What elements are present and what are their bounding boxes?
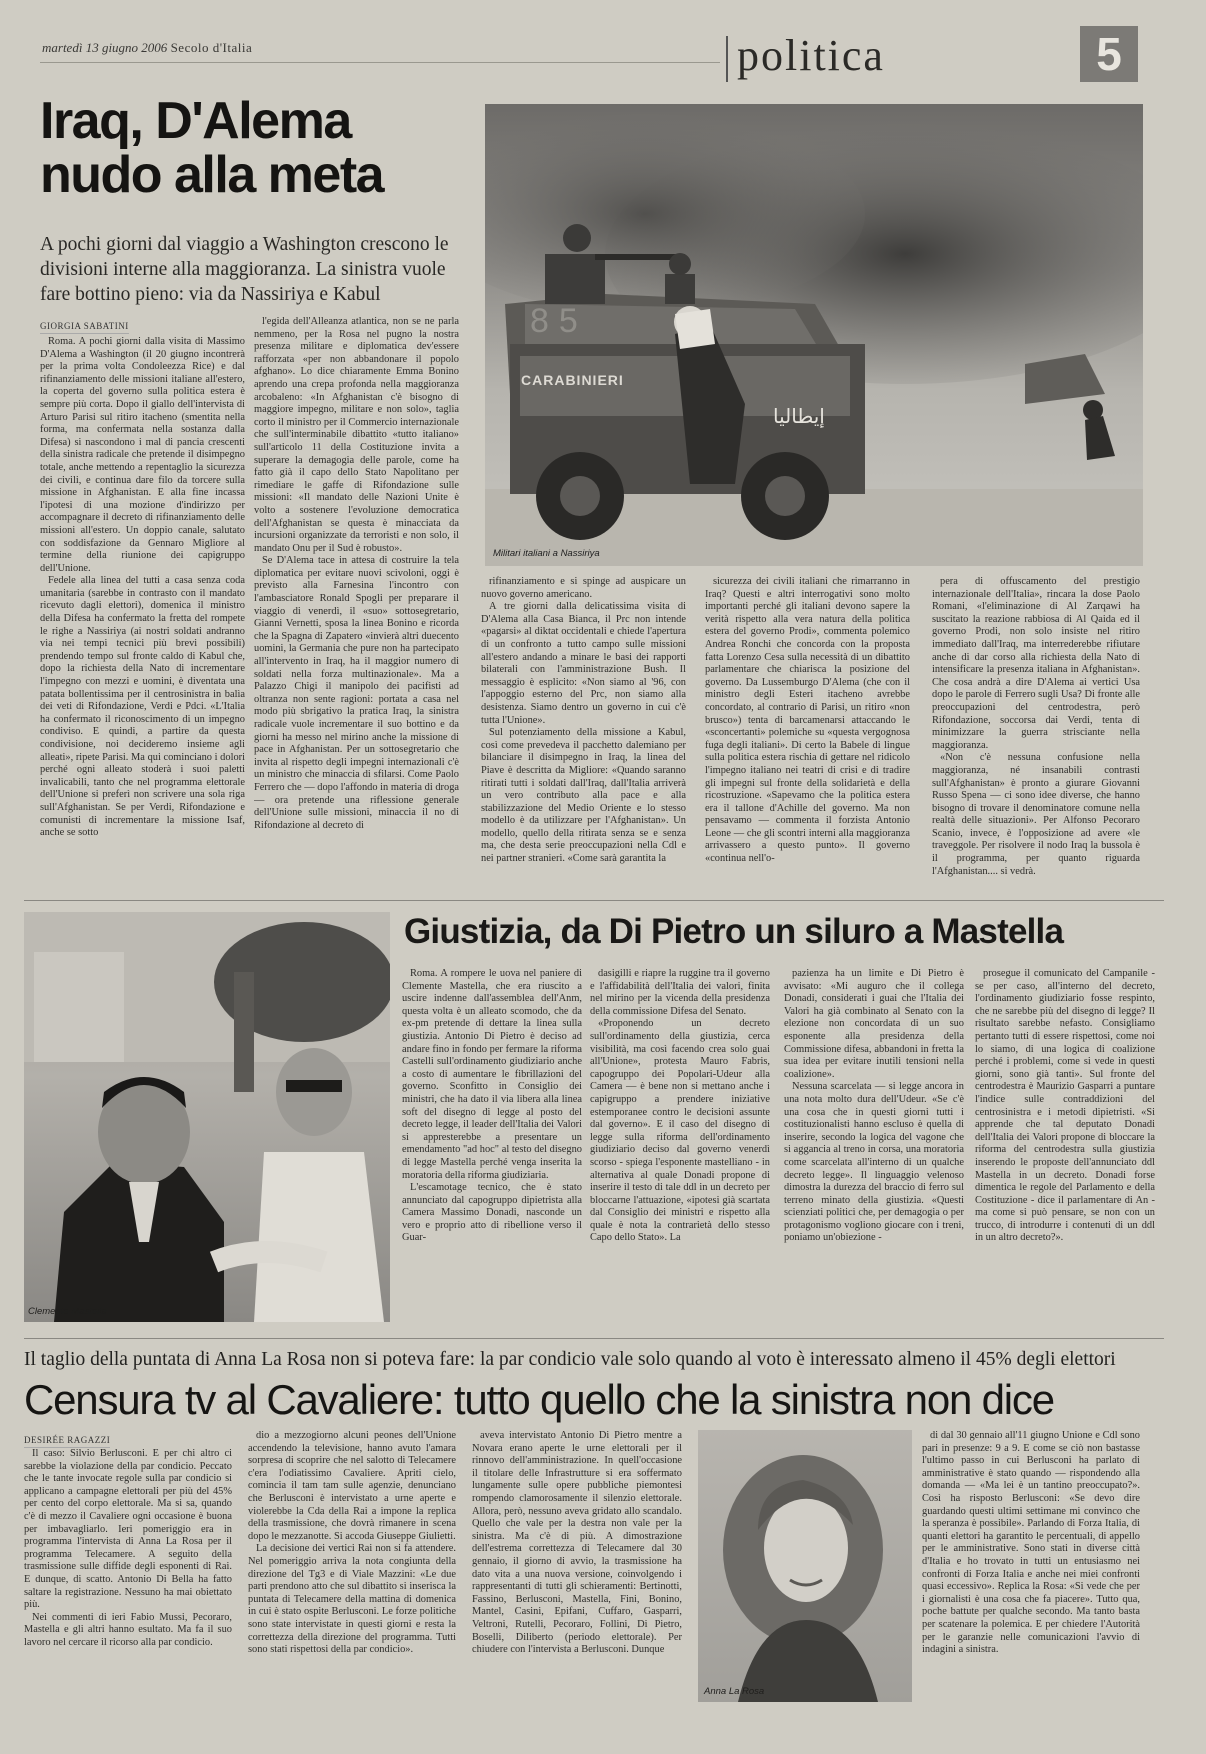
- article3-col3: [472, 1430, 682, 1748]
- article2-photo: [24, 912, 390, 1322]
- article3-photo: [698, 1430, 912, 1702]
- article3-byline: DESIRÉE RAGAZZI: [24, 1435, 110, 1448]
- article2-col2-p2: «Proponendo un decreto sull'ordinamento della giustizia, cerca visibilità, ma così facendo crea solo guai all'Unione», protesta Mauro Fabris, capogruppo dei Popolari-Udeur alla Camera — è bene non si mettano anche i capigruppo a prendere iniziative estemporanee contro le decisioni assunte dal governo». E il caso del disegno di legge sulla riforma dell'ordinamento giudiziario deciso dal governo venerdì scorso - spiega l'esponente mastelliano - in alternativa al quale Donadi propone di inserire il testo di tale ddl in un decreto per bloccarne l'attuazione, «ipotesi già scartata dal Consiglio dei ministri e rispetto alla quale è nota la contrarietà dello stesso Capo dello Stato». La: [590, 1018, 770, 1244]
- masthead-date: [42, 40, 252, 56]
- article3-col4-p1: di dal 30 gennaio all'11 giugno Unione e Cdl sono pari in presenze: 9 a 9. E come se ciò non bastasse l'ultimo passo in cui Berlusconi ha parlato di amministrative è stato quando — rispondendo alla domanda — «Ma lei è un tantino preoccupato?». Così ha risposto Berlusconi: «Se devo dire guardando questi ultimi settimane mi convinco che la speranza è possibile». Parlando di Forza Italia, di quanti elettori ha garantito le percentuali, di appello per le amministrative. Sono stati in diverse città d'Italia e ho trovato in tutti un entusiasmo nei confronti di Forza Italia e anche nei miei confronti quasi eccessivo». Replica la Rosa: «Si vede che per i giornalisti è una cosa che fa piacere». Tutto qua, poche battute per qualche secondo. Ma tanto basta per scatenare la polemica. E per chiedere l'Autorità per le garanzie nelle comunicazioni l'avvio di indagini a sinistra.: [922, 1430, 1140, 1656]
- article2-col1-p1: Roma. A rompere le uova nel paniere di Clemente Mastella, che era riuscito a uscire indenne dall'assemblea dell'Anm, questa volta è un alleato scomodo, che da ex-pm pretende di dettare la linea sulla giustizia. Antonio Di Pietro è deciso ad andare fino in fondo per fermare la riforma Castelli sull'ordinamento giudiziario anche a costo di aumentare le fibrillazioni del governo. Sconfitto in Consiglio dei ministri, che ha dato il via libera alla linea soft del disegno di legge al posto del decreto legge, il leader dell'Italia dei Valori si appresterebbe a presentare un emendamento "ad hoc" al testo del disegno di legge Mastella perché venga inserita la moratoria della riforma giudiziaria.: [402, 968, 582, 1181]
- article2-col3-p1: pazienza ha un limite e Di Pietro è avvisato: «Mi auguro che il collega Donadi, considerati i guai che l'Italia dei Valori ha già combinato al Senato con la elezione non concordata di un suo esponente alla presidenza della Commissione difesa, abbandoni in fretta la sua idea per evitare inutili tensioni nella coalizione».: [784, 968, 964, 1080]
- article1-col3-p2: A tre giorni dalla delicatissima visita di D'Alema alla Casa Bianca, il Prc non intende «pagarsi» al diktat occidentali e chiede l'apertura di un confronto a tutto campo sulle missioni all'estero andando a minare le basi dei rapporti bilaterali con l'amministrazione Bush. Il messaggio è esplicito: «Non siamo al '96, con l'appoggio esterno del Prc, non siamo alla desistenza. Siamo dentro un governo in cui c'è tutta l'Unione».: [481, 601, 686, 726]
- vehicle-carabinieri-text: CARABINIERI: [521, 372, 624, 388]
- article2-photo-caption: Clemente Mastella: [28, 1306, 107, 1317]
- article2-col3-p2: Nessuna scarcelata — si legge ancora in una nota molto dura dell'Udeur. «Se c'è una cosa che in questi giorni tutti i costituzionalisti hanno escluso è quella di inserire, secondo la logica del vagone che si aggancia al treno in corsa, una moratoria come scarcelata all'interno di un qualche decreto legge». Il linguaggio velenoso dimostra la durezza del braccio di ferro sul terreno minato della giustizia. «Questi scienziati politici che, per demagogia o per protagonismo vogliono giocare con i treni, poniamo un'obiezione -: [784, 1081, 964, 1244]
- article1-byline: GIORGIA SABATINI: [40, 321, 129, 334]
- article2-bottom-rule: [24, 1338, 1164, 1339]
- article3-col2-p2: La decisione dei vertici Rai non si fa attendere. Nel pomeriggio arriva la nota congiunta della direzione del Tg3 e di Viale Mazzini: «Le due parti prendono atto che sul dibattito si inserisca la puntata di Telecamere della mattina di domenica in cui è stato ospite Berlusconi. Le forze politiche sono state intervistate in questi giorni e resta la correttezza della direzione del programma. Tutti sono stati rispettosi della par condicio».: [248, 1543, 456, 1656]
- article3-kicker: Il taglio della puntata di Anna La Rosa non si poteva fare: la par condicio vale solo quando al voto è interessato almeno il 45% degli elettori: [24, 1349, 1116, 1370]
- article2-col4: [975, 968, 1155, 1318]
- article1-col1-p1: Roma. A pochi giorni dalla visita di Massimo D'Alema a Washington (il 20 giugno incontrerà per la prima volta Condoleezza Rice) e dal rifinanziamento delle missioni italiane all'estero, la coperta del governo sulla politica estera è sempre più corta. Dopo il giallo dell'intervista di Arturo Parisi sul ritiro itacheno (smentita nella forma, ma confermata nella sostanza dalla Difesa) si nascondono i mal di pancia crescenti della sinistra radicale che pretende il disimpegno totale, anche mettendo a repentaglio la sicurezza dei civili, e continua dare filo da torcere sulla missione in Afghanistan. E alla fine incassa l'ipotesi di una mozione d'indirizzo per accompagnare il decreto di rifinanziamento delle missioni all'estero. Un doppio canale, salutato con soddisfazione da Gennaro Migliore al termine della riunione dei capigruppo dell'Unione.: [40, 336, 245, 574]
- vehicle-arabic-text: إيطاليا: [773, 404, 825, 428]
- article1-col2-p1: l'egida dell'Alleanza atlantica, non se ne parla nemmeno, per la Rosa nel pugno la nostra presenza militare e diplomatica dev'essere rafforzata «per non abbandonare il popolo afghano». Lo dice chiaramente Emma Bonino aprendo una crepa profonda nella maggioranza arcobaleno: «In Afghanistan c'è bisogno di maggiore impegno, militare e non solo», taglia corto il ministro per il Commercio internazionale che sull'interminabile dibattito «tutto italiano» sull'articolo 11 della Costituzione invita a superare la demagogia delle parole, come ha fatto già il capo dello Stato Napolitano per rimediare le gaffe di Rifondazione sulle missioni: «Il mandato delle Nazioni Unite è volto a sostenere l'evoluzione democratica dell'Afghanistan se questa è minacciata da incursioni organizzate da terroristi e non solo, il mandato Onu per il Sud è robusto».: [254, 316, 459, 554]
- article1-col1: [40, 336, 245, 891]
- article1-col3-p3: Sul potenziamento della missione a Kabul, così come prevedeva il pacchetto dalemiano per bilanciare il disimpegno in Iraq, la linea del Piave è descritta da Migliore: «Quando saranno ritirati tutti i soldati dall'Iraq, dall'Italia arriverà un vero contributo alla pace e alla stabilizzazione del Medio Oriente e lo stesso modello è da utilizzare per l'Afghanistan». Un modello, quello della ritirata senza se e senza ma, che desta serie preoccupazioni nella Cdl e nei partner stranieri. «Come sarà garantita la: [481, 727, 686, 865]
- section-label: politica: [737, 31, 885, 80]
- article3-headline: Censura tv al Cavaliere: tutto quello che la sinistra non dice: [24, 1376, 1054, 1423]
- section-divider: [726, 36, 728, 82]
- article1-col1-p2: Fedele alla linea del tutti a casa senza coda umanitaria (sarebbe in contrasto con il mandato ricevuto dagli elettori), domenica il ministro della Difesa ha confermato la fretta del rompete le righe a Nassiriya (ai nostri soldati andranno via nei tempi tecnici più brevi possibili) prendendo tempo sul fronte caldo di Kabul che, dopo la richiesta della Nato di incrementare l'impegno con mezzi e uomini, è diventata una patata bollentissima per il centrosinistra in balìa dei veti di Rifondazione, Verdi e Pdci. «L'Italia ha confermato il riconoscimento di un impegno condiviso. E quindi, a partire da questa condivisione, noi decideremo insieme agli alleati», ripete Parisi. Ma qui cominciano i dolori perché ogni alleato stoderà i suoi paletti invalicabili, tanto che nel programma elettorale dell'Unione si preferì non scrivere una sola riga sull'Afghanistan. Se per Verdi, Rifondazione e comunisti di incrementare la missione Isaf, anche se sotto: [40, 575, 245, 839]
- article2-headline: Giustizia, da Di Pietro un siluro a Mastella: [404, 912, 1064, 951]
- article1-col5: [932, 576, 1140, 891]
- masthead-rule: [40, 62, 720, 63]
- article1-col2-p2: Se D'Alema tace in attesa di costruire la tela diplomatica per evitare nuovi scivoloni, oggi è previsto alla Farnesina l'incontro con l'ambasciatore Ronald Spogli per preparare il viaggio di venerdì, il «suo» sottosegretario, Gianni Vernetti, sposa la linea Bonino e ricorda che la Spagna di Zapatero «invierà altri duecento uomini, la Germania che pure non ha partecipato all'intervento in Iraq, ha il maggior numero di soldati nella forza multinazionale». Ma a Palazzo Chigi il manipolo dei pacifisti ad oltranza non sente ragioni: portata a casa nel modo più sbrigativo la pratica Iraq, la sinistra radicale vuole incrementare il suo bottino e da giorni ha messo nel mirino anche la missione di pace in Afghanistan. Per un sottosegretario che invita al rispetto degli impegni internazionali c'è un ministro che minaccia di sfilarsi. Come Paolo Ferrero che — dopo l'affondo in materia di droga — ora pretende una riflessione generale dell'Unione sulle missioni, minaccia il no di Rifondazione al decreto di: [254, 555, 459, 831]
- article3-col1-p2: Nei commenti di ieri Fabio Mussi, Pecoraro, Mastella e gli altri hanno esultato. Ma fa il suo lavoro nel cercare il ricorso alla par condicio.: [24, 1611, 232, 1648]
- page-number: 5: [1080, 26, 1138, 82]
- article1-col3-p1: rifinanziamento e si spinge ad auspicare un nuovo governo americano.: [481, 576, 686, 600]
- article2-col2: [590, 968, 770, 1318]
- article1-col3: [481, 576, 686, 891]
- article1-photo-caption: Militari italiani a Nassiriya: [493, 548, 600, 559]
- article1-deck: A pochi giorni dal viaggio a Washington crescono le divisioni interne alla maggioranza. La sinistra vuole fare bottino pieno: via da Nassiriya e Kabul: [40, 234, 449, 305]
- article2-col4-p1: prosegue il comunicato del Campanile - se per caso, all'interno del decreto, l'ordinamento giudiziario fosse respinto, che ne sarebbe più del disegno di legge? Il risultato sarebbe nefasto. Consigliamo pertanto tutti di essere rispettosi, come noi lo siamo, di una logica di coalizione perché i problemi, come si vede in questi giorni, sono già tanti». Sul fronte del centrodestra è Maurizio Gasparri a puntare l'indice sulle contraddizioni del centrosinistra e i metodi dipietristi. «Si apprende che tal deputato Donadi dell'Italia dei Valori propone di bloccare la riforma del centrodestra sulla giustizia inserendo le proposte dell'annunciato ddl Mastella in un decreto. Donadi forse dimentica le regole del Parlamento e della Costituzione - dice il parlamentare di An - ma come si può pensare, se non con un trucco, di introdurre i contenuti di un ddl in un altro decreto?».: [975, 968, 1155, 1244]
- article2-col2-p1: dasigilli e riapre la ruggine tra il governo e l'affidabilità dell'Italia dei valori, finita nel mirino per la vicenda della presidenza della commissione Difesa del Senato.: [590, 968, 770, 1017]
- article2-col1-p2: L'escamotage tecnico, che è stato annunciato dal capogruppo dipietrista alla Camera Massimo Donadi, nasconde un vero e proprio atto di ribellione verso il Guar-: [402, 1182, 582, 1244]
- article1-col5-p2: «Non c'è nessuna confusione nella maggioranza, né insanabili contrasti sull'Afghanistan» è pronto a giurare Giovanni Russo Spena — ci sono idee diverse, che hanno bisogno di trovare il denominatore comune nella realtà delle situazioni». Per Alfonso Pecoraro Scanio, invece, è l'opposizione ad avere «le traveggole. Per risolvere il nodo Iraq la bussola è il programma, per quanto riguarda l'Afghanistan.... si vedrà.: [932, 752, 1140, 877]
- article1-col4-p1: sicurezza dei civili italiani che rimarranno in Iraq? Questi e altri interrogativi sono molto importanti perché gli italiani devono sapere la verità rispetto alla vera natura della politica estera del governo Prodi», commenta polemico Andrea Ronchi che concorda con la proposta fatta Lorenzo Cesa sulla necessità di un dibattito parlamentare che chiarisca la posizione del governo. Da Lussemburgo D'Alema (che con il ministro degli Esteri itacheno avrebbe concordato, al contrario di Parisi, un ritiro «non brusco») tenta di barcamenarsi attaccando le «sconcertanti» polemiche su «questa vergognosa fuga degli italiani». Di certo la Babele di lingue sulla politica estera rischia di gettare nel ridicolo l'impegno italiano nei teatri di crisi e di tradire gli impegni sul fronte della solidarietà e della ricostruzione. «Sapevamo che la politica estera era il tallone d'Achille del governo. Ma non pensavamo — commenta il forzista Antonio Leone — che gli scontri interni alla maggioranza arrivassero a questo punto». Il governo «continua nell'o-: [705, 576, 910, 865]
- article2-col1: [402, 968, 582, 1318]
- article1-photo: [485, 104, 1143, 566]
- article3-col4: [922, 1430, 1140, 1748]
- article1-bottom-rule: [24, 900, 1164, 901]
- article1-byline-wrap: [40, 316, 129, 338]
- article1-col2: [254, 316, 459, 891]
- article1-headline-line1: Iraq, D'Alema: [40, 92, 351, 150]
- article3-col2: [248, 1430, 456, 1748]
- article3-col3-p1: aveva intervistato Antonio Di Pietro mentre a Novara erano aperte le urne elettorali per il rinnovo dell'amministrazione. In quell'occasione il titolare delle Infrastrutture si era soffermato lungamente sulle opere pubbliche piemontesi rompendo clamorosamente il silenzio elettorale. Allora, però, nessuno aveva gridato allo scandalo. Quello che vale per la destra non vale per la sinistra. Ma c'è di più. A dimostrazione dell'estrema correttezza di Telecamere dal 30 gennaio, il giorno di avvio, la trasmissione ha dato vita a una nuova versione, coinvolgendo i rappresentanti di tutti gli schieramenti: Bertinotti, Fassino, Berlusconi, Mastella, Fini, Bonino, Mantel, Casini, Epifani, Cuffaro, Gasparri, Veltroni, Rutelli, Pecoraro, Follini, Di Pietro, Boselli, Diliberto (periodo elettorale). Per chiudere con l'intervista a Berlusconi. Dunque: [472, 1430, 682, 1656]
- article1-col5-p1: pera di offuscamento del prestigio internazionale dell'Italia», rincara la dose Paolo Romani, «l'eliminazione di Al Zarqawi ha suscitato la reazione rabbiosa di Al Qaida ed il governo Prodi, non solo insiste nel ritiro immediato dall'Iraq, ma interrederebbe rifiutare anche di dar corso alla richiesta della Nato di intensificare la presenza italiana in Afghanistan». Che cosa andrà a dire D'Alema ai vertici Usa dopo le parole di Ferrero sugli Usa? Di fronte alle preoccupazioni del centrodestra, però Rifondazione, soccorsa dai Verdi, tenta di minimizzare la guerra strisciante nella maggioranza.: [932, 576, 1140, 751]
- anna-la-rosa-portrait-illustration: [698, 1430, 912, 1702]
- vehicle-number-text: 85: [530, 302, 588, 340]
- newspaper-name: Secolo d'Italia: [170, 40, 253, 55]
- article3-col1-p1: Il caso: Silvio Berlusconi. E per chi altro ci sarebbe la violazione della par condicio. Peccato che le tante invocate regole sulla par condicio si applicano a campagne elettorali per più del 45% per cento del corpo elettorale. Ma si sa, quando c'è di mezzo il Cavaliere ogni occasione è buona per imbavagliarlo. Ieri pomeriggio era in programma l'intervista di Anna La Rosa per il programma Telecamere. A seguito della trasmissione sulle diffide degli esponenti di Rai. E dunque, di scatto. Antonio Di Bella ha fatto saltare la registrazione. Nessuno ha mai obiettato più.: [24, 1448, 232, 1611]
- article1-col4: [705, 576, 910, 891]
- article3-col2-p1: dio a mezzogiorno alcuni peones dell'Unione accendendo la televisione, hanno avuto l'amara sorpresa di scoprire che nel salotto di Telecamere c'era l'odiatissimo Cavaliere. Apriti cielo, comincia il tam tam sulle agenzie, denunciano che Berlusconi è intervistato a urne aperte e violerebbe la Cda della Rai a impone la replica della trasmissione, che dovrà rimanere in scena dopo le mezzanotte. Si accoda Giuseppe Giulietti.: [248, 1430, 456, 1542]
- article3-col1: [24, 1448, 232, 1748]
- article1-headline-line2: nudo alla meta: [40, 146, 384, 204]
- article2-col3: [784, 968, 964, 1318]
- mastella-portrait-illustration: [24, 912, 390, 1322]
- article1-headline: [40, 94, 490, 202]
- article3-photo-caption: Anna La Rosa: [704, 1686, 765, 1697]
- issue-date: martedì 13 giugno 2006: [42, 40, 168, 55]
